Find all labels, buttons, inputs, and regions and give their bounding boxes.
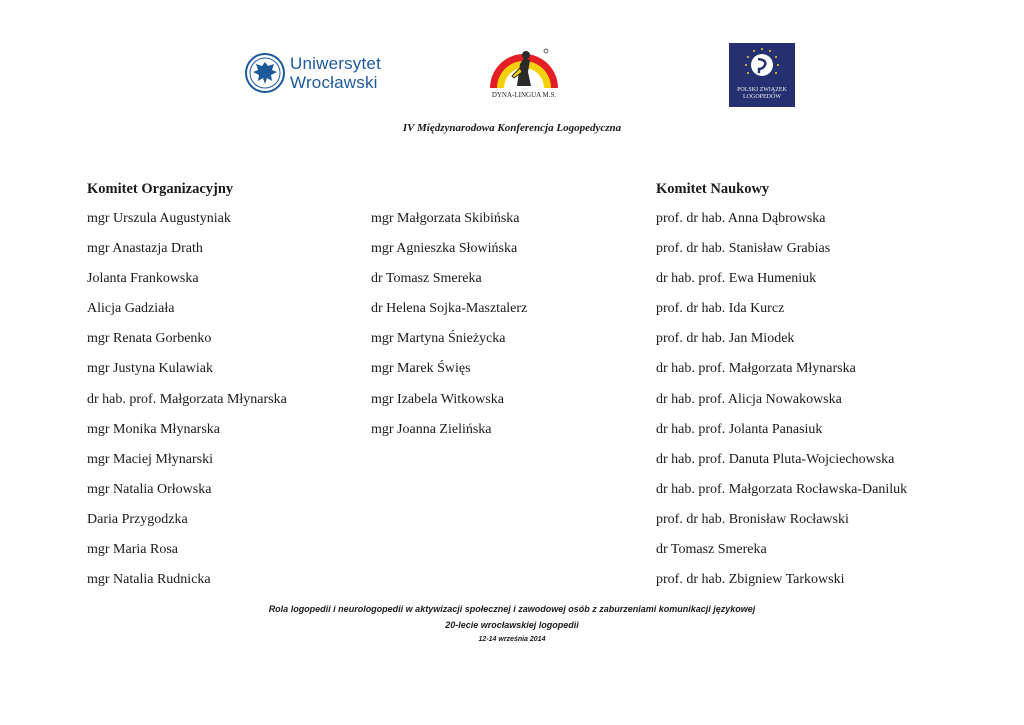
university-name-line1: Uniwersytet — [290, 54, 382, 73]
organizing-member: mgr Maciej Młynarski — [87, 451, 213, 467]
university-logo — [244, 52, 384, 98]
dyna-lingua-logo — [484, 42, 564, 104]
organizing-member: dr Tomasz Smereka — [371, 271, 482, 287]
scientific-member: dr hab. prof. Małgorzata Młynarska — [656, 361, 856, 377]
university-name-line2: Wrocławski — [290, 73, 378, 92]
organizing-member: dr Helena Sojka-Masztalerz — [371, 301, 528, 317]
conference-title: IV Międzynarodowa Konferencja Logopedyczna — [402, 122, 622, 134]
organizing-committee — [87, 180, 287, 601]
pzl-name-line2: LOGOPEDÓW — [743, 94, 781, 100]
scientific-member: dr hab. prof. Alicja Nowakowska — [656, 391, 842, 407]
scientific-member: dr hab. prof. Danuta Pluta-Wojciechowska — [656, 451, 895, 467]
pzl-emblem-icon — [729, 43, 795, 87]
scientific-member: dr hab. prof. Jolanta Panasiuk — [656, 421, 823, 437]
organizing-member: mgr Izabela Witkowska — [371, 391, 504, 407]
organizing-member: mgr Urszula Augustyniak — [87, 211, 231, 226]
organizing-member: mgr Małgorzata Skibińska — [371, 211, 520, 226]
organizing-member: dr hab. prof. Małgorzata Młynarska — [87, 391, 287, 407]
organizing-member: mgr Justyna Kulawiak — [87, 361, 213, 377]
organizing-member: mgr Renata Gorbenko — [87, 331, 212, 347]
organizing-member: mgr Natalia Rudnicka — [87, 572, 211, 588]
scientific-member: dr Tomasz Smereka — [656, 542, 767, 558]
scientific-member: prof. dr hab. Anna Dąbrowska — [656, 211, 826, 226]
organizing-member: mgr Martyna Śnieżycka — [371, 331, 506, 347]
organizing-member: mgr Monika Młynarska — [87, 421, 220, 437]
pzl-logo — [729, 43, 795, 107]
rainbow-figure-icon — [484, 42, 564, 92]
organizing-member: mgr Agnieszka Słowińska — [371, 241, 518, 257]
pzl-name-line1: POLSKI ZWIĄZEK — [737, 87, 787, 93]
university-eagle-icon — [244, 52, 286, 94]
scientific-member: prof. dr hab. Zbigniew Tarkowski — [656, 572, 845, 588]
scientific-committee — [656, 180, 907, 601]
organizing-member: mgr Maria Rosa — [87, 542, 178, 558]
organizing-member: mgr Joanna Zielińska — [371, 421, 492, 437]
scientific-member: prof. dr hab. Stanisław Grabias — [656, 241, 831, 257]
organizing-member: mgr Natalia Orłowska — [87, 481, 212, 497]
conference-theme: Rola logopedii i neurologopedii w aktywizacji społecznej i zawodowej osób z zaburzeniami komunikacji językowej — [268, 604, 756, 614]
dyna-lingua-name: DYNA-LINGUA M.S. — [491, 91, 557, 99]
organizing-member: Daria Przygodzka — [87, 511, 188, 527]
organizing-committee-continued — [371, 210, 527, 451]
organizing-member: Jolanta Frankowska — [87, 271, 199, 287]
anniversary-line: 20-lecie wrocławskiej logopedii — [445, 620, 579, 630]
organizing-member: mgr Marek Święs — [371, 361, 471, 377]
scientific-member: dr hab. prof. Ewa Humeniuk — [656, 271, 817, 287]
scientific-member: prof. dr hab. Ida Kurcz — [656, 301, 785, 317]
scientific-member: prof. dr hab. Bronisław Rocławski — [656, 511, 849, 527]
scientific-member: dr hab. prof. Małgorzata Rocławska-Daniluk — [656, 481, 908, 497]
organizing-member: Alicja Gadziała — [87, 301, 175, 317]
organizing-member: mgr Anastazja Drath — [87, 241, 203, 257]
scientific-committee-heading: Komitet Naukowy — [656, 181, 770, 197]
conference-dates: 12-14 września 2014 — [478, 636, 546, 643]
scientific-member: prof. dr hab. Jan Miodek — [656, 331, 795, 347]
organizing-committee-heading: Komitet Organizacyjny — [87, 181, 234, 197]
